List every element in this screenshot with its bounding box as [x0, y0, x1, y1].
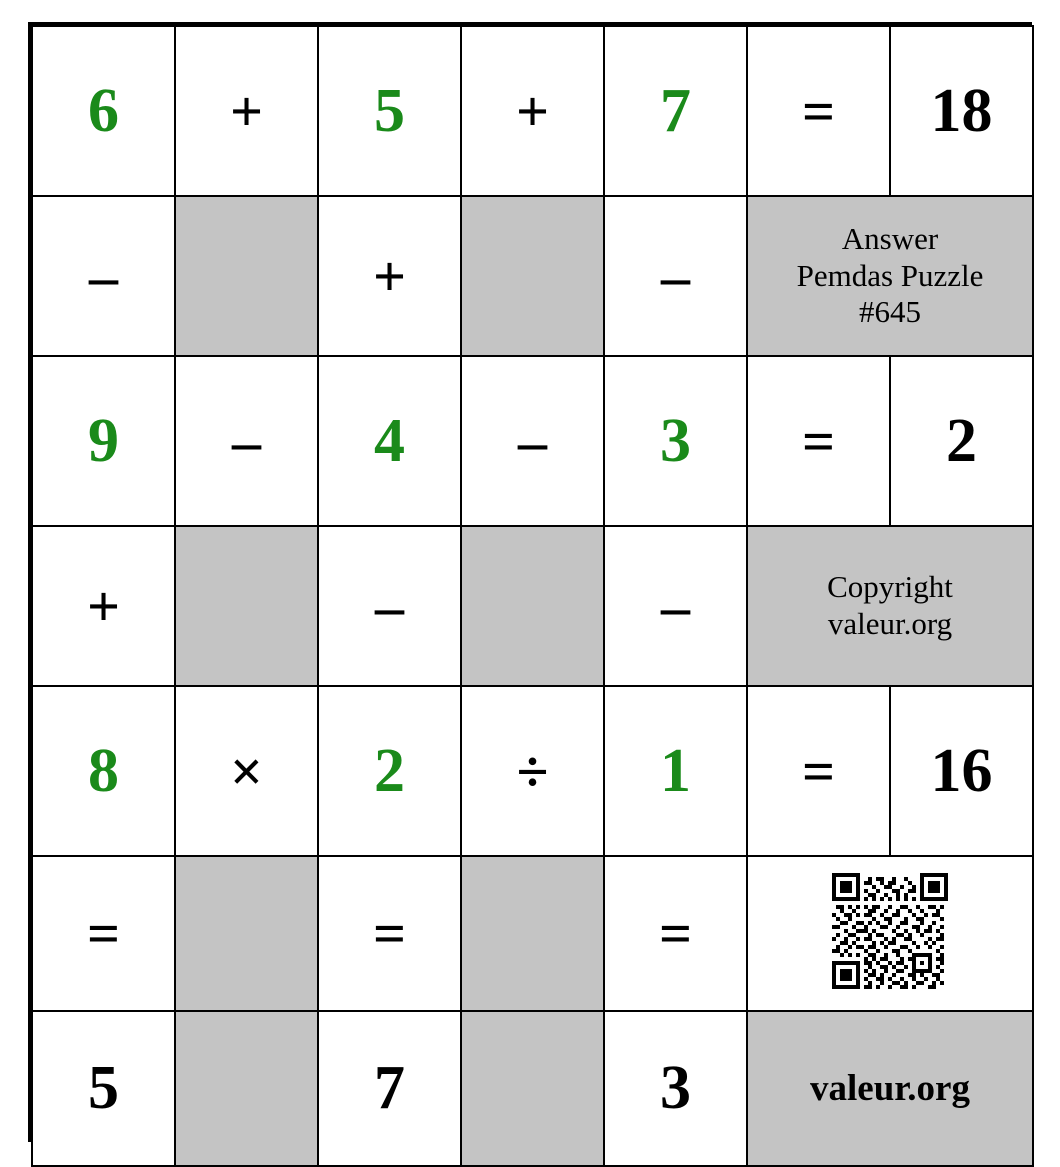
cell-r1c3-operand: 5 — [318, 26, 461, 196]
cell-r5c2-operator: × — [175, 686, 318, 856]
cell-r2c4-blank — [461, 196, 604, 356]
cell-r3c3-operand: 4 — [318, 356, 461, 526]
qr-code-cell — [747, 856, 1033, 1011]
cell-r5c7-result: 16 — [890, 686, 1033, 856]
cell-r6c2-blank — [175, 856, 318, 1011]
cell-r6c1-equals: = — [32, 856, 175, 1011]
equation-row-2 — [32, 356, 1033, 526]
cell-r7c3-result: 7 — [318, 1011, 461, 1166]
cell-r1c2-operator: + — [175, 26, 318, 196]
brand-label: valeur.org — [747, 1011, 1033, 1166]
cell-r2c1-operator: – — [32, 196, 175, 356]
cell-r5c5-operand: 1 — [604, 686, 747, 856]
cell-r6c4-blank — [461, 856, 604, 1011]
copyright-line-1: Copyright — [827, 569, 953, 605]
operator-row-3 — [32, 856, 1033, 1011]
cell-r5c4-operator: ÷ — [461, 686, 604, 856]
cell-r2c2-blank — [175, 196, 318, 356]
puzzle-table — [31, 25, 1034, 1167]
cell-r3c6-equals: = — [747, 356, 890, 526]
cell-r1c7-result: 18 — [890, 26, 1033, 196]
pemdas-puzzle-grid — [28, 22, 1032, 1142]
cell-r5c1-operand: 8 — [32, 686, 175, 856]
copyright-line-2: valeur.org — [827, 606, 953, 641]
cell-r2c5-operator: – — [604, 196, 747, 356]
cell-r4c1-operator: + — [32, 526, 175, 686]
copyright-panel — [747, 526, 1033, 686]
operator-row-1 — [32, 196, 1033, 356]
cell-r7c1-result: 5 — [32, 1011, 175, 1166]
cell-r1c1-operand: 6 — [32, 26, 175, 196]
cell-r1c5-operand: 7 — [604, 26, 747, 196]
cell-r1c4-operator: + — [461, 26, 604, 196]
cell-r6c3-equals: = — [318, 856, 461, 1011]
cell-r7c5-result: 3 — [604, 1011, 747, 1166]
cell-r4c2-blank — [175, 526, 318, 686]
cell-r7c4-blank — [461, 1011, 604, 1166]
info-line-2: Pemdas Puzzle — [796, 257, 984, 293]
cell-r6c5-equals: = — [604, 856, 747, 1011]
cell-r7c2-blank — [175, 1011, 318, 1166]
cell-r5c3-operand: 2 — [318, 686, 461, 856]
cell-r3c5-operand: 3 — [604, 356, 747, 526]
puzzle-info-panel — [747, 196, 1033, 356]
cell-r4c5-operator: – — [604, 526, 747, 686]
result-row — [32, 1011, 1033, 1166]
operator-row-2 — [32, 526, 1033, 686]
qr-code-icon — [832, 873, 948, 989]
equation-row-1 — [32, 26, 1033, 196]
info-line-1: Answer — [841, 221, 939, 257]
cell-r1c6-equals: = — [747, 26, 890, 196]
cell-r4c3-operator: – — [318, 526, 461, 686]
cell-r3c2-operator: – — [175, 356, 318, 526]
cell-r2c3-operator: + — [318, 196, 461, 356]
cell-r3c4-operator: – — [461, 356, 604, 526]
cell-r5c6-equals: = — [747, 686, 890, 856]
info-line-3: #645 — [859, 294, 921, 330]
cell-r3c7-result: 2 — [890, 356, 1033, 526]
equation-row-3 — [32, 686, 1033, 856]
cell-r3c1-operand: 9 — [32, 356, 175, 526]
cell-r4c4-blank — [461, 526, 604, 686]
